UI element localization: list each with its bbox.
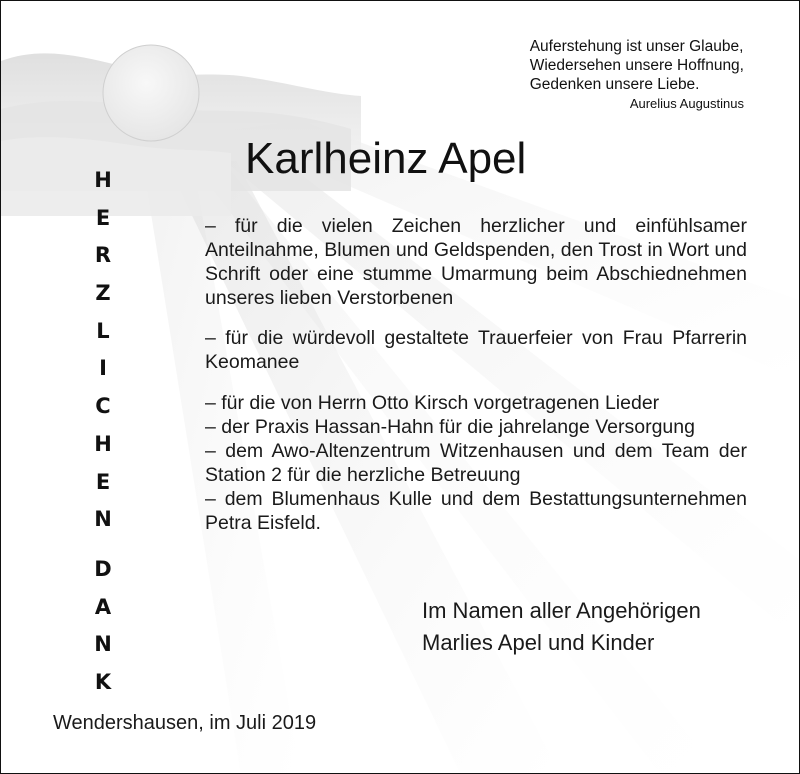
vertical-letter: R xyxy=(94,243,112,268)
place-date: Wendershausen, im Juli 2019 xyxy=(53,712,317,734)
vertical-letter: L xyxy=(96,318,110,343)
vertical-letter: H xyxy=(94,431,112,456)
vertical-letter: E xyxy=(95,205,111,230)
quote-line: Gedenken unsere Liebe. xyxy=(529,76,700,93)
signature-block xyxy=(422,595,701,659)
quote-line: Wiedersehen unsere Hoffnung, xyxy=(529,57,744,74)
thanks-item: – für die würdevoll gestaltete Trauerfeier von Frau Pfarrerin Keomanee xyxy=(205,327,747,373)
thanks-list xyxy=(205,214,747,535)
epigraph-quote xyxy=(530,37,744,113)
vertical-letter: C xyxy=(95,394,111,419)
signature-line: Im Namen aller Angehörigen xyxy=(422,598,701,623)
vertical-letter: H xyxy=(94,168,112,192)
thanks-item: – der Praxis Hassan-Hahn für die jahrelange Versorgung xyxy=(205,416,695,438)
vertical-letter: I xyxy=(99,356,107,381)
vertical-letter: N xyxy=(94,507,112,532)
thanks-item: – für die vielen Zeichen herzlicher und einfühlsamer Anteilnahme, Blumen und Geldspenden, den Trost in Wort und Schrift oder eine stumme Umarmung beim Abschiednehmen unseres lieben Verstorbenen xyxy=(205,215,747,309)
vertical-letter: D xyxy=(94,556,112,581)
thanks-item: – für die von Herrn Otto Kirsch vorgetragenen Lieder xyxy=(205,392,660,414)
quote-author: Aurelius Augustinus xyxy=(629,96,744,111)
vertical-letter: N xyxy=(94,632,112,657)
deceased-name: Karlheinz Apel xyxy=(245,134,527,183)
thanks-item: – dem Blumenhaus Kulle und dem Bestattungsunternehmen Petra Eisfeld. xyxy=(205,488,747,534)
moon xyxy=(103,45,199,141)
signature-line: Marlies Apel und Kinder xyxy=(422,630,655,655)
vertical-letter: E xyxy=(95,469,111,494)
vertical-letter: A xyxy=(94,594,112,619)
word-gap xyxy=(89,542,117,554)
thanks-item: – dem Awo-Altenzentrum Witzenhausen und dem Team der Station 2 für die herzliche Betreuung xyxy=(205,440,747,486)
vertical-heading xyxy=(89,165,117,705)
vertical-letter: K xyxy=(94,669,112,694)
vertical-letter: Z xyxy=(95,281,111,306)
quote-line: Auferstehung ist unser Glaube, xyxy=(529,38,744,55)
